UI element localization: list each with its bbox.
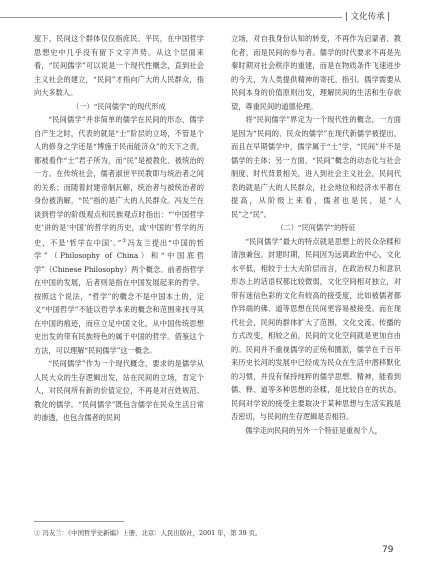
section-title: | 文化传承 | [345, 12, 391, 22]
footnote-text: ① 冯友兰：《中国哲学史新编》上册，北京：人民出版社，2001 年，第 39 页。 [34, 529, 262, 537]
section-heading: （二）“民间儒学”的特征 [276, 223, 356, 232]
paragraph: 度下，民间这个群体仅仅指庶民、平民，在中国哲学思想史中几乎没有留下文字声势。从这个层面来看，“民间儒学”可以说是一个现代性概念，直到社会主义社会的建立，“民间”才指向广大的人民群众，指向大多数人。 [34, 34, 204, 97]
paragraph: “民间儒学”作为一个现代概念，要求的是儒学从人民大众的生存逻辑出发，站在民间的立场，肯定个人，对民间所有新的价值定位，不再是对百姓规范、教化的儒学。“民间儒学”既包含儒学在民众生活日常的渗透，也包含儒者的民间 [34, 359, 204, 423]
section-heading: （一）“民间儒学”的现代形成 [72, 101, 166, 111]
paragraph: 儒学走向民间的另外一个特征是重视个人， [245, 425, 382, 435]
footnote-marker[interactable]: ① [121, 237, 128, 244]
left-column [34, 32, 204, 425]
header-rule [0, 17, 342, 18]
page-number: 79 [382, 545, 394, 555]
page-header [0, 0, 427, 24]
right-column [231, 32, 401, 437]
paragraph: 立场，对自我身份认知的转变，不再作为启蒙者、教化者，而是民间的参与者。儒学的时代要求不再是先秦时期对社会秩序的重建，而是在物质条件飞速进步的今天，为人类提供精神的寄托、指引。儒学需要从民间本身的价值原则出发，理解民间的生活和生存欲望，尊重民间的道德伦理。 [231, 34, 401, 111]
paragraph-text: 冯友兰提出“中国的哲学”（Philosophy of China）和“中国底哲学”（Chinese Philosophy）两个概念。前者指哲学在中国的发展，后者则是指在中国发展起来的哲学。按照这个说法，“哲学”的概念不是中国本土的，定义“中国哲学”不能以哲学本来的概念和范围来找寻其在中国的痕迹，而应立足中国文化，从中国传统思想史出发的带有民族特色的属于中国的哲学。借鉴这个方法，可以理解“民间儒学”这一概念。 [34, 237, 204, 355]
paragraph: “民间儒学”最大的特点就是思想上的民众杂糅和清浊兼包。封建时期，民间因为远离政治中心，文化水平低，相较于士大夫阶层而言，在政治权力和意识形态上的话语权都比较微弱，文化空间相对独立，对带有迷信色彩的文化有较高的接受度，比如被儒者都作异端的佛、道等思想在民间更容易被接受。而在现代社会，民间的群体扩大了范围，文化交流、传播的方式改变，相较之前，民间的文化空间就是更加自由的。民间并不重视儒学的正统和圈派，儒学在千百年来历史长河的发展中已经成为民众在生活中潜移默化的习惯，并没有保持纯粹的儒学思想、精神，能看到儒、释、道等多种思想的杂糅，是比较自在的状态。民间对学说的接受主要取决于某种思想与生活实践是否密切，与民间的生存逻辑是否相符。 [231, 236, 401, 421]
paragraph [34, 113, 204, 357]
paragraph: 将“民间儒学”界定为一个现代性的概念，一方面是因为“民间的、民众的儒学”在现代新儒学被提出，而且在早期儒学中，儒学属于“士”学，“民间”并不是儒学的主体；另一方面，“民间”概念的动态化与社会制度、时代背景相关，进入到社会主义社会，民间代表的就是广大的人民群众，社会地位和经济水平都在提高，从阶级上来看，儒者也是民，是“人民”之“民”。 [231, 115, 401, 219]
paragraph-text: “民间儒学”并非简单的儒学在民间的形态，儒学自产生之时，代表的就是“士”阶层的立场，不管是个人的修身之学还是“博施于民而能济众”的天下之责，都被看作“士”君子所为，而“民”是被教化、被统治的一方。在传统社会，儒者淑世平民教即与统治者之间的关系；而随着封建帝制瓦解，统治者与被统治者的身份被消解，“民”指的是广大的人民群众。冯友兰在谈到哲学的阶级观点和民族观点时指出：“‘中国哲学史’讲的是‘中国’的哲学的历史，或‘中国的’哲学的历史，不是‘哲学在中国’。” [34, 115, 204, 247]
footnote-rule [34, 521, 124, 522]
footnote [34, 521, 404, 538]
